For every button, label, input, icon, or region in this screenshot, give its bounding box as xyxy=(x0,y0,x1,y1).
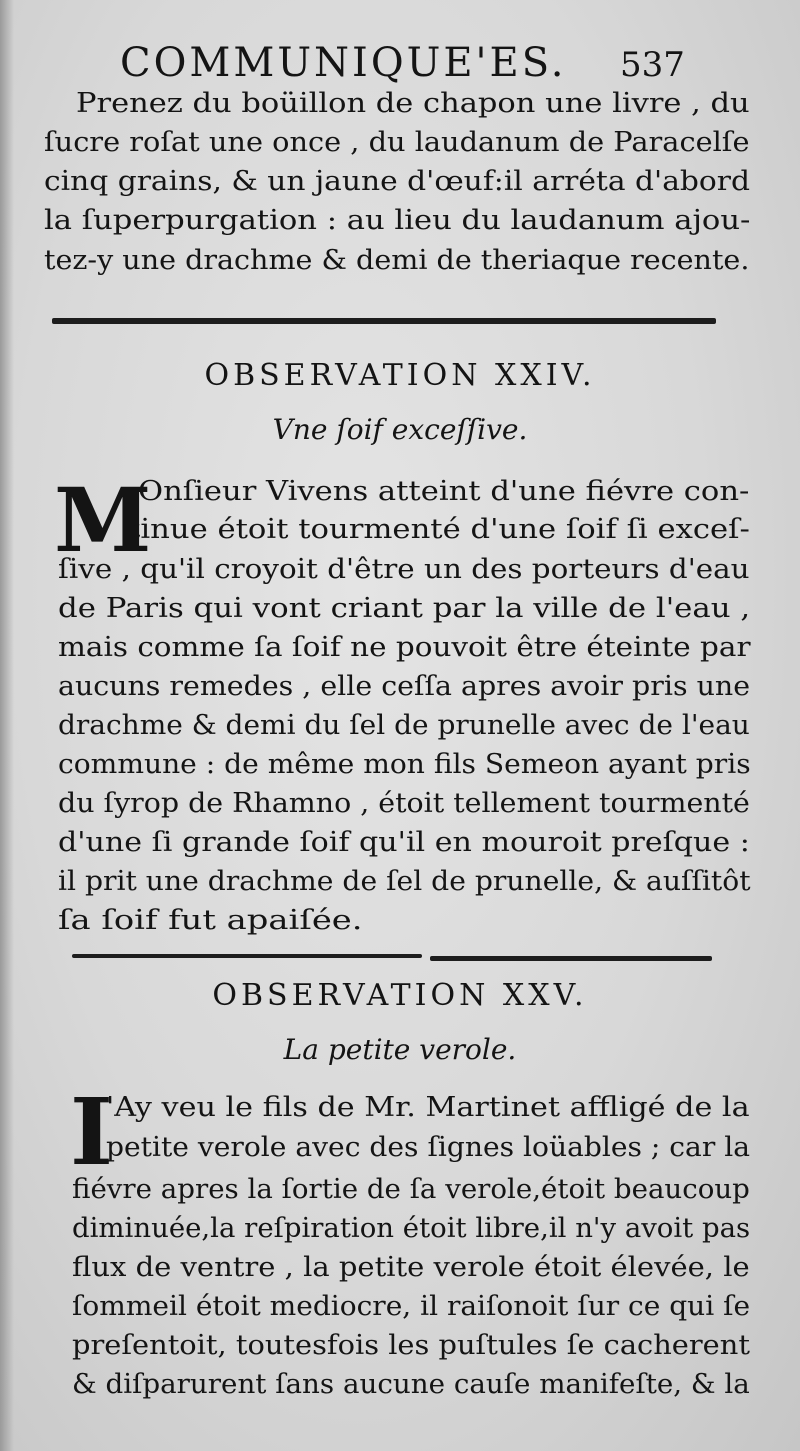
text-line: commune : de même mon fils Semeon ayant pris xyxy=(58,749,751,780)
text-line: ſommeil étoit mediocre, il raiſonoit ſur ce qui ſe xyxy=(72,1291,751,1322)
observation-subtitle: La petite verole. xyxy=(283,1033,517,1066)
text-line: preſentoit, toutesfois les puſtules ſe cacherent xyxy=(72,1330,750,1361)
text-line: Prenez du boüillon de chapon une livre , du xyxy=(76,88,750,119)
text-line: ſucre roſat une once , du laudanum de Paracelſe xyxy=(44,127,750,158)
text-line: il prit une drachme de ſel de prunelle, & auſſitôt xyxy=(58,866,751,897)
text-line: cinq grains, & un jaune d'œuf:il arréta d'abord xyxy=(44,166,751,197)
text-line: diminuée,la reſpiration étoit libre,il n'y avoit pas xyxy=(72,1213,751,1244)
observation-subtitle: Vne ſoif exceſſive. xyxy=(272,413,528,446)
text-line: Onſieur Vivens atteint d'une fiévre con- xyxy=(138,476,750,507)
section-rule xyxy=(52,318,716,324)
text-line: flux de ventre , la petite verole étoit élevée, le xyxy=(72,1252,750,1283)
text-line: ſive , qu'il croyoit d'être un des porteurs d'eau xyxy=(58,554,750,585)
observation-title: OBSERVATION XXIV. xyxy=(204,358,596,393)
text-line: tez-y une drachme & demi de theriaque recente. xyxy=(44,245,750,276)
text-line: drachme & demi du ſel de prunelle avec de l'eau xyxy=(58,710,750,741)
text-line: 'Ay veu le fils de Mr. Martinet affligé de la xyxy=(106,1092,750,1123)
text-line: aucuns remedes , elle ceſſa apres avoir pris une xyxy=(58,671,751,702)
running-head: COMMUNIQUE'ES. xyxy=(120,40,567,86)
text-line: petite verole avec des ſignes loüables ; car la xyxy=(106,1132,751,1163)
drop-cap: I xyxy=(70,1078,114,1186)
text-line: la ſuperpurgation : au lieu du laudanum ajou- xyxy=(44,205,751,236)
text-line: ſa ſoif fut apaiſée. xyxy=(58,905,363,936)
text-line: fiévre apres la ſortie de ſa verole,étoit beaucoup xyxy=(72,1174,750,1205)
observation-title: OBSERVATION XXV. xyxy=(212,978,588,1013)
text-line: tinue étoit tourmenté d'une ſoif ſi exceſ- xyxy=(128,514,750,545)
page-gutter-shadow xyxy=(0,0,14,1451)
text-line: du ſyrop de Rhamno , étoit tellement tourmenté xyxy=(58,788,750,819)
text-line: de Paris qui vont criant par la ville de l'eau , xyxy=(58,593,751,624)
section-rule-left xyxy=(72,954,422,958)
text-line: mais comme ſa ſoif ne pouvoit être éteinte par xyxy=(58,632,751,663)
page-header xyxy=(120,38,720,88)
text-line: & diſparurent ſans aucune cauſe manifeſte, & la xyxy=(72,1369,750,1400)
page-number: 537 xyxy=(620,45,685,85)
section-rule-right xyxy=(430,956,712,961)
drop-cap: M xyxy=(54,468,152,572)
text-line: d'une ſi grande ſoif qu'il en mouroit preſque : xyxy=(58,827,750,858)
